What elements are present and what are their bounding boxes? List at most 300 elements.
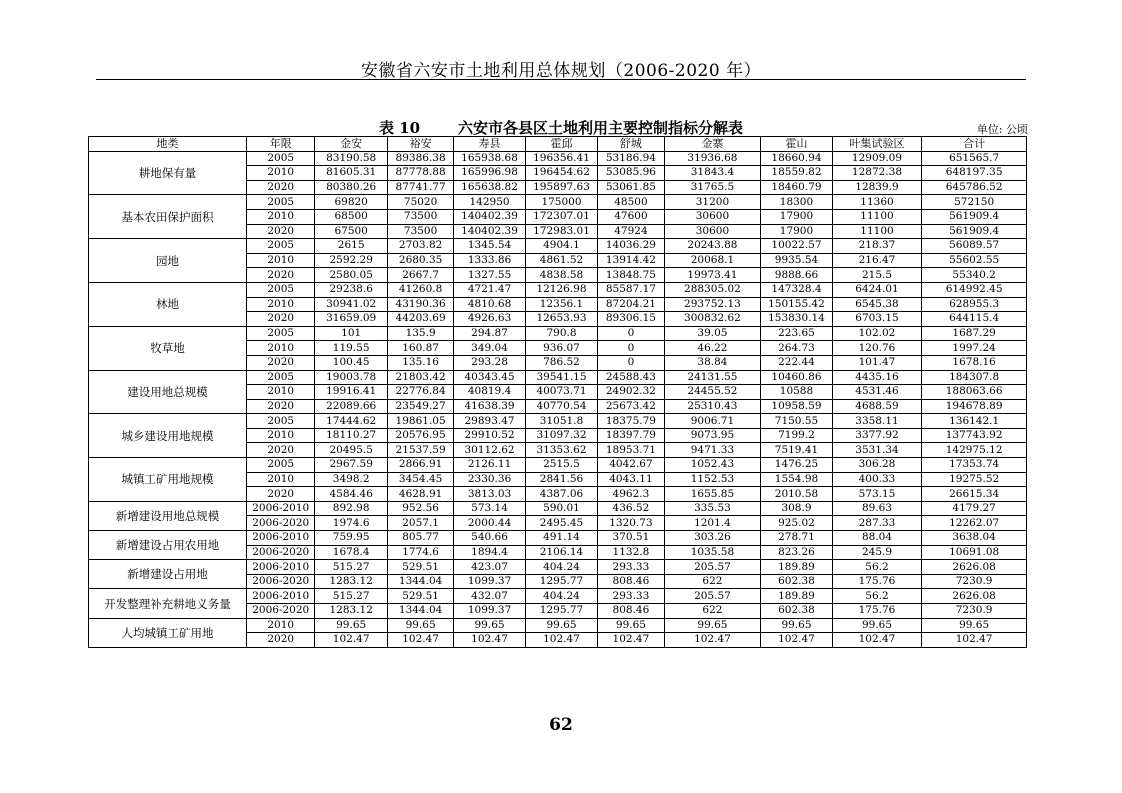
table-row	[89, 589, 1027, 604]
value-cell: 172307.01	[525, 209, 597, 224]
table-row	[89, 195, 1027, 210]
category-cell: 园地	[89, 239, 247, 283]
value-cell: 4810.68	[454, 297, 525, 312]
value-cell: 136142.1	[922, 414, 1027, 429]
table-row	[89, 458, 1027, 473]
year-cell: 2020	[247, 355, 315, 370]
value-cell: 2626.08	[922, 560, 1027, 575]
value-cell: 1554.98	[761, 472, 832, 487]
value-cell: 515.27	[315, 560, 387, 575]
value-cell: 1327.55	[454, 268, 525, 283]
value-cell: 308.9	[761, 501, 832, 516]
value-cell: 1132.8	[598, 545, 664, 560]
value-cell: 47924	[598, 224, 664, 239]
value-cell: 573.14	[454, 501, 525, 516]
value-cell: 1295.77	[525, 574, 597, 589]
value-cell: 4688.59	[832, 399, 922, 414]
value-cell: 515.27	[315, 589, 387, 604]
value-cell: 9006.71	[664, 414, 761, 429]
value-cell: 1974.6	[315, 516, 387, 531]
year-cell: 2010	[247, 166, 315, 181]
year-cell: 2006-2010	[247, 501, 315, 516]
category-cell: 新增建设占用地	[89, 560, 247, 589]
value-cell: 20576.95	[387, 428, 453, 443]
value-cell: 1997.24	[922, 341, 1027, 356]
value-cell: 404.24	[525, 589, 597, 604]
value-cell: 4584.46	[315, 487, 387, 502]
value-cell: 99.65	[454, 618, 525, 633]
value-cell: 4962.3	[598, 487, 664, 502]
value-cell: 2667.7	[387, 268, 453, 283]
value-cell: 87741.77	[387, 180, 453, 195]
value-cell: 31936.68	[664, 151, 761, 166]
value-cell: 24902.32	[598, 385, 664, 400]
header-divider	[96, 79, 1026, 80]
value-cell: 12356.1	[525, 297, 597, 312]
value-cell: 300832.62	[664, 312, 761, 327]
value-cell: 218.37	[832, 239, 922, 254]
value-cell: 245.9	[832, 545, 922, 560]
value-cell: 561909.4	[922, 224, 1027, 239]
value-cell: 140402.39	[454, 224, 525, 239]
value-cell: 99.65	[598, 618, 664, 633]
value-cell: 287.33	[832, 516, 922, 531]
value-cell: 99.65	[315, 618, 387, 633]
value-cell: 2515.5	[525, 458, 597, 473]
value-cell: 0	[598, 341, 664, 356]
value-cell: 19861.05	[387, 414, 453, 429]
value-cell: 87778.88	[387, 166, 453, 181]
year-cell: 2005	[247, 458, 315, 473]
value-cell: 31051.8	[525, 414, 597, 429]
value-cell: 41638.39	[454, 399, 525, 414]
table-row	[89, 282, 1027, 297]
value-cell: 175000	[525, 195, 597, 210]
value-cell: 1201.4	[664, 516, 761, 531]
year-cell: 2020	[247, 487, 315, 502]
value-cell: 25673.42	[598, 399, 664, 414]
value-cell: 3531.34	[832, 443, 922, 458]
value-cell: 590.01	[525, 501, 597, 516]
value-cell: 175.76	[832, 574, 922, 589]
value-cell: 400.33	[832, 472, 922, 487]
value-cell: 69820	[315, 195, 387, 210]
year-cell: 2020	[247, 633, 315, 648]
year-cell: 2005	[247, 282, 315, 297]
value-cell: 17900	[761, 209, 832, 224]
category-cell: 城乡建设用地规模	[89, 414, 247, 458]
value-cell: 2841.56	[525, 472, 597, 487]
value-cell: 1099.37	[454, 574, 525, 589]
value-cell: 4042.67	[598, 458, 664, 473]
value-cell: 153830.14	[761, 312, 832, 327]
value-cell: 39541.15	[525, 370, 597, 385]
table-title	[0, 117, 1122, 138]
value-cell: 529.51	[387, 589, 453, 604]
value-cell: 102.02	[832, 326, 922, 341]
value-cell: 808.46	[598, 574, 664, 589]
value-cell: 89386.38	[387, 151, 453, 166]
table-row	[89, 531, 1027, 546]
value-cell: 102.47	[761, 633, 832, 648]
value-cell: 29910.52	[454, 428, 525, 443]
category-cell: 牧草地	[89, 326, 247, 370]
year-cell: 2020	[247, 180, 315, 195]
value-cell: 622	[664, 604, 761, 619]
column-header: 金安	[315, 137, 387, 152]
value-cell: 14036.29	[598, 239, 664, 254]
value-cell: 2680.35	[387, 253, 453, 268]
value-cell: 293.33	[598, 560, 664, 575]
table-row	[89, 326, 1027, 341]
value-cell: 101	[315, 326, 387, 341]
value-cell: 102.47	[832, 633, 922, 648]
value-cell: 99.65	[525, 618, 597, 633]
value-cell: 13914.42	[598, 253, 664, 268]
value-cell: 19003.78	[315, 370, 387, 385]
value-cell: 3638.04	[922, 531, 1027, 546]
year-cell: 2006-2010	[247, 560, 315, 575]
value-cell: 22776.84	[387, 385, 453, 400]
value-cell: 6424.01	[832, 282, 922, 297]
value-cell: 7230.9	[922, 574, 1027, 589]
value-cell: 9471.33	[664, 443, 761, 458]
value-cell: 0	[598, 355, 664, 370]
value-cell: 10460.86	[761, 370, 832, 385]
value-cell: 223.65	[761, 326, 832, 341]
value-cell: 147328.4	[761, 282, 832, 297]
value-cell: 432.07	[454, 589, 525, 604]
value-cell: 1152.53	[664, 472, 761, 487]
value-cell: 102.47	[454, 633, 525, 648]
table-number: 表 10	[378, 119, 421, 137]
value-cell: 4861.52	[525, 253, 597, 268]
value-cell: 602.38	[761, 604, 832, 619]
value-cell: 10022.57	[761, 239, 832, 254]
value-cell: 196356.41	[525, 151, 597, 166]
value-cell: 18375.79	[598, 414, 664, 429]
value-cell: 18559.82	[761, 166, 832, 181]
value-cell: 1774.6	[387, 545, 453, 560]
year-cell: 2005	[247, 195, 315, 210]
value-cell: 88.04	[832, 531, 922, 546]
value-cell: 2126.11	[454, 458, 525, 473]
value-cell: 89306.15	[598, 312, 664, 327]
value-cell: 17444.62	[315, 414, 387, 429]
value-cell: 303.26	[664, 531, 761, 546]
value-cell: 2010.58	[761, 487, 832, 502]
value-cell: 175.76	[832, 604, 922, 619]
value-cell: 24131.55	[664, 370, 761, 385]
column-header: 年限	[247, 137, 315, 152]
value-cell: 4838.58	[525, 268, 597, 283]
value-cell: 2967.59	[315, 458, 387, 473]
value-cell: 75020	[387, 195, 453, 210]
value-cell: 67500	[315, 224, 387, 239]
value-cell: 404.24	[525, 560, 597, 575]
value-cell: 3498.2	[315, 472, 387, 487]
value-cell: 12126.98	[525, 282, 597, 297]
value-cell: 529.51	[387, 560, 453, 575]
value-cell: 3454.45	[387, 472, 453, 487]
value-cell: 823.26	[761, 545, 832, 560]
value-cell: 4387.06	[525, 487, 597, 502]
value-cell: 40343.45	[454, 370, 525, 385]
value-cell: 2106.14	[525, 545, 597, 560]
table-header-row	[89, 137, 1027, 152]
category-cell: 城镇工矿用地规模	[89, 458, 247, 502]
value-cell: 30941.02	[315, 297, 387, 312]
value-cell: 19275.52	[922, 472, 1027, 487]
value-cell: 25310.43	[664, 399, 761, 414]
value-cell: 47600	[598, 209, 664, 224]
value-cell: 628955.3	[922, 297, 1027, 312]
value-cell: 491.14	[525, 531, 597, 546]
value-cell: 135.9	[387, 326, 453, 341]
value-cell: 790.8	[525, 326, 597, 341]
value-cell: 1283.12	[315, 574, 387, 589]
value-cell: 56089.57	[922, 239, 1027, 254]
category-cell: 开发整理补充耕地义务量	[89, 589, 247, 618]
value-cell: 1678.16	[922, 355, 1027, 370]
value-cell: 2330.36	[454, 472, 525, 487]
value-cell: 40073.71	[525, 385, 597, 400]
value-cell: 561909.4	[922, 209, 1027, 224]
value-cell: 56.2	[832, 560, 922, 575]
value-cell: 135.16	[387, 355, 453, 370]
value-cell: 31843.4	[664, 166, 761, 181]
value-cell: 436.52	[598, 501, 664, 516]
value-cell: 1476.25	[761, 458, 832, 473]
value-cell: 165938.68	[454, 151, 525, 166]
value-cell: 645786.52	[922, 180, 1027, 195]
column-header: 霍山	[761, 137, 832, 152]
value-cell: 9888.66	[761, 268, 832, 283]
value-cell: 100.45	[315, 355, 387, 370]
value-cell: 12872.38	[832, 166, 922, 181]
table-name: 六安市各县区土地利用主要控制指标分解表	[458, 119, 744, 137]
category-cell: 耕地保有量	[89, 151, 247, 195]
value-cell: 0	[598, 326, 664, 341]
category-cell: 新增建设占用农用地	[89, 531, 247, 560]
value-cell: 4628.91	[387, 487, 453, 502]
value-cell: 18660.94	[761, 151, 832, 166]
value-cell: 120.76	[832, 341, 922, 356]
value-cell: 3377.92	[832, 428, 922, 443]
year-cell: 2006-2010	[247, 589, 315, 604]
value-cell: 3358.11	[832, 414, 922, 429]
value-cell: 7199.2	[761, 428, 832, 443]
value-cell: 222.44	[761, 355, 832, 370]
value-cell: 3813.03	[454, 487, 525, 502]
value-cell: 102.47	[315, 633, 387, 648]
value-cell: 2580.05	[315, 268, 387, 283]
value-cell: 99.65	[387, 618, 453, 633]
value-cell: 46.22	[664, 341, 761, 356]
value-cell: 12262.07	[922, 516, 1027, 531]
value-cell: 99.65	[832, 618, 922, 633]
value-cell: 31659.09	[315, 312, 387, 327]
value-cell: 85587.17	[598, 282, 664, 297]
column-header: 合计	[922, 137, 1027, 152]
column-header: 地类	[89, 137, 247, 152]
value-cell: 102.47	[922, 633, 1027, 648]
value-cell: 165638.82	[454, 180, 525, 195]
value-cell: 952.56	[387, 501, 453, 516]
value-cell: 24588.43	[598, 370, 664, 385]
value-cell: 165996.98	[454, 166, 525, 181]
year-cell: 2010	[247, 428, 315, 443]
value-cell: 293752.13	[664, 297, 761, 312]
value-cell: 614992.45	[922, 282, 1027, 297]
column-header: 金寨	[664, 137, 761, 152]
year-cell: 2010	[247, 341, 315, 356]
category-cell: 建设用地总规模	[89, 370, 247, 414]
value-cell: 99.65	[664, 618, 761, 633]
value-cell: 20068.1	[664, 253, 761, 268]
year-cell: 2010	[247, 385, 315, 400]
value-cell: 10691.08	[922, 545, 1027, 560]
value-cell: 22089.66	[315, 399, 387, 414]
value-cell: 19916.41	[315, 385, 387, 400]
value-cell: 423.07	[454, 560, 525, 575]
category-cell: 人均城镇工矿用地	[89, 618, 247, 647]
value-cell: 189.89	[761, 589, 832, 604]
value-cell: 11100	[832, 224, 922, 239]
value-cell: 12653.93	[525, 312, 597, 327]
value-cell: 188063.66	[922, 385, 1027, 400]
value-cell: 572150	[922, 195, 1027, 210]
value-cell: 808.46	[598, 604, 664, 619]
value-cell: 53085.96	[598, 166, 664, 181]
value-cell: 216.47	[832, 253, 922, 268]
year-cell: 2005	[247, 239, 315, 254]
value-cell: 1687.29	[922, 326, 1027, 341]
value-cell: 2000.44	[454, 516, 525, 531]
value-cell: 21537.59	[387, 443, 453, 458]
value-cell: 602.38	[761, 574, 832, 589]
value-cell: 1283.12	[315, 604, 387, 619]
value-cell: 18397.79	[598, 428, 664, 443]
value-cell: 68500	[315, 209, 387, 224]
category-cell: 林地	[89, 282, 247, 326]
value-cell: 1099.37	[454, 604, 525, 619]
value-cell: 53186.94	[598, 151, 664, 166]
value-cell: 7519.41	[761, 443, 832, 458]
year-cell: 2010	[247, 297, 315, 312]
value-cell: 4179.27	[922, 501, 1027, 516]
value-cell: 73500	[387, 224, 453, 239]
value-cell: 925.02	[761, 516, 832, 531]
table-row	[89, 501, 1027, 516]
value-cell: 30600	[664, 209, 761, 224]
value-cell: 540.66	[454, 531, 525, 546]
value-cell: 30600	[664, 224, 761, 239]
year-cell: 2006-2020	[247, 604, 315, 619]
value-cell: 184307.8	[922, 370, 1027, 385]
value-cell: 18953.71	[598, 443, 664, 458]
value-cell: 648197.35	[922, 166, 1027, 181]
value-cell: 41260.8	[387, 282, 453, 297]
value-cell: 40770.54	[525, 399, 597, 414]
value-cell: 150155.42	[761, 297, 832, 312]
value-cell: 2626.08	[922, 589, 1027, 604]
value-cell: 26615.34	[922, 487, 1027, 502]
value-cell: 31097.32	[525, 428, 597, 443]
value-cell: 294.87	[454, 326, 525, 341]
value-cell: 18110.27	[315, 428, 387, 443]
year-cell: 2010	[247, 253, 315, 268]
value-cell: 4043.11	[598, 472, 664, 487]
value-cell: 2592.29	[315, 253, 387, 268]
value-cell: 936.07	[525, 341, 597, 356]
value-cell: 24455.52	[664, 385, 761, 400]
year-cell: 2020	[247, 268, 315, 283]
value-cell: 99.65	[922, 618, 1027, 633]
value-cell: 651565.7	[922, 151, 1027, 166]
value-cell: 759.95	[315, 531, 387, 546]
value-cell: 87204.21	[598, 297, 664, 312]
year-cell: 2005	[247, 151, 315, 166]
value-cell: 20243.88	[664, 239, 761, 254]
value-cell: 7230.9	[922, 604, 1027, 619]
value-cell: 142950	[454, 195, 525, 210]
value-cell: 1035.58	[664, 545, 761, 560]
value-cell: 6703.15	[832, 312, 922, 327]
value-cell: 101.47	[832, 355, 922, 370]
value-cell: 370.51	[598, 531, 664, 546]
value-cell: 81605.31	[315, 166, 387, 181]
value-cell: 1894.4	[454, 545, 525, 560]
value-cell: 23549.27	[387, 399, 453, 414]
table-row	[89, 618, 1027, 633]
value-cell: 17900	[761, 224, 832, 239]
value-cell: 43190.36	[387, 297, 453, 312]
value-cell: 349.04	[454, 341, 525, 356]
value-cell: 83190.58	[315, 151, 387, 166]
column-header: 霍邱	[525, 137, 597, 152]
value-cell: 140402.39	[454, 209, 525, 224]
table-row	[89, 239, 1027, 254]
value-cell: 102.47	[664, 633, 761, 648]
value-cell: 644115.4	[922, 312, 1027, 327]
value-cell: 1295.77	[525, 604, 597, 619]
value-cell: 17353.74	[922, 458, 1027, 473]
category-cell: 新增建设用地总规模	[89, 501, 247, 530]
column-header: 寿县	[454, 137, 525, 152]
value-cell: 55340.2	[922, 268, 1027, 283]
value-cell: 4721.47	[454, 282, 525, 297]
year-cell: 2006-2010	[247, 531, 315, 546]
value-cell: 622	[664, 574, 761, 589]
value-cell: 195897.63	[525, 180, 597, 195]
value-cell: 1344.04	[387, 574, 453, 589]
value-cell: 786.52	[525, 355, 597, 370]
value-cell: 30112.62	[454, 443, 525, 458]
value-cell: 119.55	[315, 341, 387, 356]
value-cell: 31200	[664, 195, 761, 210]
value-cell: 335.53	[664, 501, 761, 516]
value-cell: 10958.59	[761, 399, 832, 414]
value-cell: 29893.47	[454, 414, 525, 429]
table-row	[89, 151, 1027, 166]
document-header-title: 安徽省六安市土地利用总体规划（2006-2020 年）	[360, 61, 762, 81]
year-cell: 2020	[247, 399, 315, 414]
value-cell: 205.57	[664, 589, 761, 604]
value-cell: 73500	[387, 209, 453, 224]
value-cell: 288305.02	[664, 282, 761, 297]
year-cell: 2005	[247, 370, 315, 385]
